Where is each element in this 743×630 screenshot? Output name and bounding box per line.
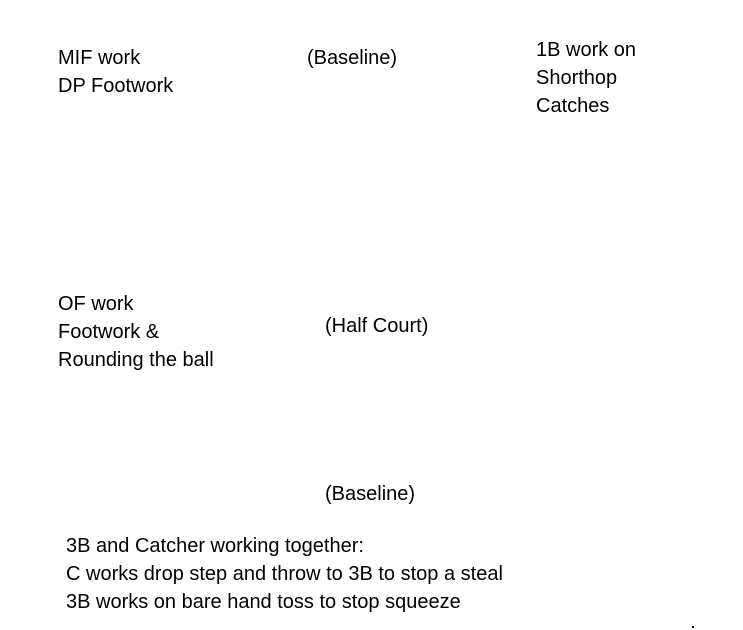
third-base-catcher-note xyxy=(66,532,503,616)
note-line: DP Footwork xyxy=(58,75,174,97)
baseline-bottom-label: (Baseline) xyxy=(325,483,416,505)
mif-work-note xyxy=(58,44,173,100)
note-line: Catches xyxy=(536,95,610,117)
baseline-top-label: (Baseline) xyxy=(307,47,398,69)
note-line: 3B and Catcher working together: xyxy=(66,535,364,557)
note-line: 1B work on xyxy=(536,39,637,61)
half-court-label: (Half Court) xyxy=(325,315,429,337)
first-base-work-note xyxy=(536,36,636,120)
stray-dot xyxy=(692,626,694,628)
note-line: OF work xyxy=(58,293,134,315)
note-line: Shorthop xyxy=(536,67,618,89)
note-line: Footwork & xyxy=(58,321,160,343)
outfield-work-note xyxy=(58,290,214,374)
note-line: 3B works on bare hand toss to stop squeeze xyxy=(66,591,461,613)
note-line: C works drop step and throw to 3B to stop a steal xyxy=(66,563,503,585)
note-line: MIF work xyxy=(58,47,141,69)
note-line: Rounding the ball xyxy=(58,349,214,371)
